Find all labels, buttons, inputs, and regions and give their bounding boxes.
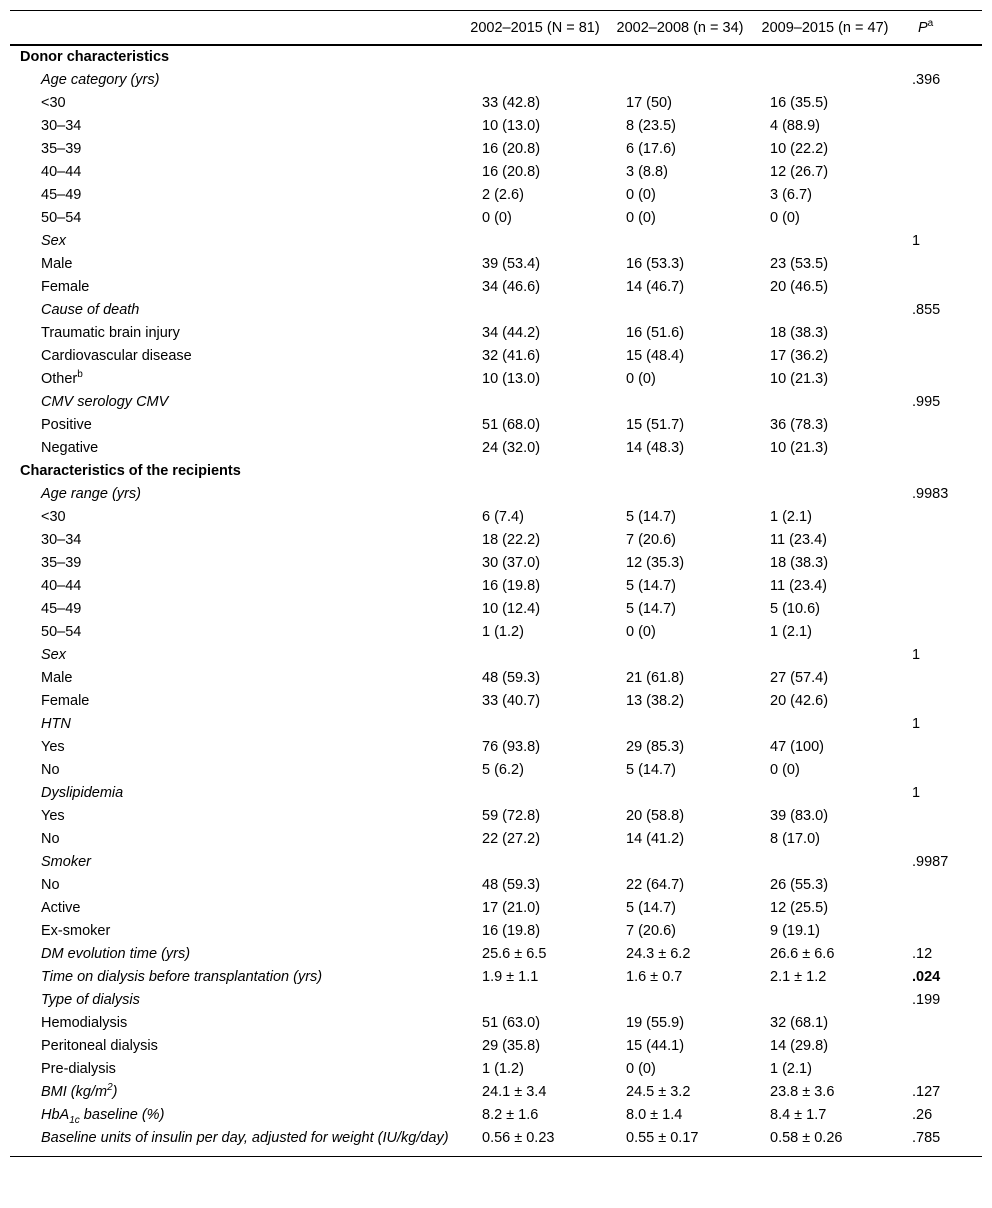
row-label: Male [41, 256, 73, 272]
table-header [10, 11, 982, 46]
cell-2009-2015: 32 (68.1) [770, 1015, 829, 1031]
table-row [10, 598, 982, 621]
cell-2002-2008: 15 (44.1) [626, 1038, 685, 1054]
table-row [10, 115, 982, 138]
cell-2009-2015: 0 (0) [770, 762, 800, 778]
p-value: .9987 [912, 854, 949, 870]
table-row [10, 874, 982, 897]
cell-2009-2015: 2.1 ± 1.2 [770, 969, 827, 985]
table-row [10, 897, 982, 920]
table-row [10, 1081, 982, 1104]
cell-2002-2008: 1.6 ± 0.7 [626, 969, 683, 985]
cell-2009-2015: 1 (2.1) [770, 509, 812, 525]
cell-2002-2008: 3 (8.8) [626, 164, 668, 180]
row-label: 35–39 [41, 555, 82, 571]
cell-2009-2015: 10 (22.2) [770, 141, 829, 157]
cell-2009-2015: 39 (83.0) [770, 808, 829, 824]
table-row [10, 253, 982, 276]
row-label: Yes [41, 739, 65, 755]
cell-2002-2015: 10 (13.0) [482, 371, 541, 387]
cell-2009-2015: 1 (2.1) [770, 624, 812, 640]
table-row [10, 667, 982, 690]
cell-2002-2008: 14 (46.7) [626, 279, 685, 295]
p-value: 1 [912, 716, 921, 732]
category-row [10, 391, 982, 414]
table-row [10, 345, 982, 368]
category-label: Type of dialysis [41, 992, 140, 1008]
row-label: Cardiovascular disease [41, 348, 192, 364]
cell-2009-2015: 8.4 ± 1.7 [770, 1107, 827, 1123]
table-row [10, 943, 982, 966]
category-row [10, 299, 982, 322]
header-col-p-value [898, 11, 982, 46]
cell-2009-2015: 26.6 ± 6.6 [770, 946, 835, 962]
category-row [10, 644, 982, 667]
cell-2002-2008: 5 (14.7) [626, 900, 676, 916]
row-label: Positive [41, 417, 92, 433]
p-value: .12 [912, 946, 933, 962]
row-label: 35–39 [41, 141, 82, 157]
row-label [10, 1104, 462, 1127]
cell-2002-2015: 34 (46.6) [482, 279, 541, 295]
cell-2002-2008: 0 (0) [626, 210, 656, 226]
cell-2002-2015: 24 (32.0) [482, 440, 541, 456]
category-label: Sex [41, 233, 66, 249]
category-label: Sex [41, 647, 66, 663]
cell-2002-2008: 8 (23.5) [626, 118, 676, 134]
cell-2009-2015: 1 (2.1) [770, 1061, 812, 1077]
cell-2002-2008: 5 (14.7) [626, 601, 676, 617]
row-label: Ex-smoker [41, 923, 111, 939]
cell-2002-2008: 0 (0) [626, 187, 656, 203]
row-label: Pre-dialysis [41, 1061, 116, 1077]
table-row [10, 966, 982, 989]
table-row [10, 1104, 982, 1127]
cell-2002-2015: 32 (41.6) [482, 348, 541, 364]
cell-2002-2008: 15 (48.4) [626, 348, 685, 364]
category-row [10, 989, 982, 1012]
row-label: <30 [41, 509, 66, 525]
p-value: .855 [912, 302, 941, 318]
row-label: Female [41, 693, 90, 709]
section-title: Donor characteristics [20, 49, 170, 65]
table-row [10, 759, 982, 782]
cell-2009-2015: 26 (55.3) [770, 877, 829, 893]
cell-2002-2008: 5 (14.7) [626, 578, 676, 594]
row-label: Baseline units of insulin per day, adjusted for weight (IU/kg/day) [41, 1130, 449, 1146]
cell-2002-2008: 7 (20.6) [626, 532, 676, 548]
cell-2009-2015: 17 (36.2) [770, 348, 829, 364]
cell-2009-2015: 18 (38.3) [770, 325, 829, 341]
cell-2009-2015: 5 (10.6) [770, 601, 820, 617]
hba-label: HbA [41, 1107, 70, 1123]
cell-2002-2015: 29 (35.8) [482, 1038, 541, 1054]
cell-2002-2008: 20 (58.8) [626, 808, 685, 824]
header-col-2009-2015: 2009–2015 (n = 47) [761, 20, 889, 36]
table-row [10, 1035, 982, 1058]
cell-2002-2008: 16 (51.6) [626, 325, 685, 341]
row-label [10, 1081, 462, 1104]
cell-2002-2008: 21 (61.8) [626, 670, 685, 686]
bmi-label: BMI (kg/m [41, 1084, 108, 1100]
cell-2002-2015: 18 (22.2) [482, 532, 541, 548]
table-row [10, 736, 982, 759]
row-label: <30 [41, 95, 66, 111]
category-row [10, 230, 982, 253]
row-label: 40–44 [41, 164, 82, 180]
row-label: Male [41, 670, 73, 686]
table-row [10, 621, 982, 644]
row-label: 30–34 [41, 118, 82, 134]
category-row [10, 782, 982, 805]
cell-2002-2008: 12 (35.3) [626, 555, 685, 571]
cell-2002-2008: 0 (0) [626, 624, 656, 640]
hba-label-end: baseline (%) [79, 1107, 165, 1123]
cell-2002-2015: 51 (68.0) [482, 417, 541, 433]
cell-2002-2015: 0.56 ± 0.23 [482, 1130, 555, 1146]
table-row [10, 414, 982, 437]
cell-2009-2015: 36 (78.3) [770, 417, 829, 433]
cell-2002-2015: 59 (72.8) [482, 808, 541, 824]
row-label [10, 368, 462, 391]
cell-2002-2015: 24.1 ± 3.4 [482, 1084, 547, 1100]
cell-2009-2015: 27 (57.4) [770, 670, 829, 686]
cell-2002-2015: 39 (53.4) [482, 256, 541, 272]
cell-2002-2015: 6 (7.4) [482, 509, 524, 525]
p-letter: P [918, 20, 928, 36]
table-row [10, 575, 982, 598]
cell-2009-2015: 0.58 ± 0.26 [770, 1130, 843, 1146]
cell-2009-2015: 8 (17.0) [770, 831, 820, 847]
category-row [10, 69, 982, 92]
row-label: 50–54 [41, 624, 82, 640]
cell-2009-2015: 18 (38.3) [770, 555, 829, 571]
cell-2002-2015: 33 (42.8) [482, 95, 541, 111]
cell-2002-2015: 22 (27.2) [482, 831, 541, 847]
cell-2002-2015: 10 (12.4) [482, 601, 541, 617]
p-value: .127 [912, 1084, 941, 1100]
table-row [10, 529, 982, 552]
cell-2009-2015: 9 (19.1) [770, 923, 820, 939]
cell-2002-2008: 15 (51.7) [626, 417, 685, 433]
category-label: Age range (yrs) [41, 486, 141, 502]
cell-2002-2008: 16 (53.3) [626, 256, 685, 272]
cell-2002-2015: 16 (19.8) [482, 923, 541, 939]
row-label: Hemodialysis [41, 1015, 128, 1031]
table-row [10, 92, 982, 115]
cell-2002-2008: 6 (17.6) [626, 141, 676, 157]
p-value: .199 [912, 992, 941, 1008]
section-row-recipients [10, 460, 982, 483]
row-label: No [41, 762, 60, 778]
section-row-donor [10, 45, 982, 69]
row-label: Peritoneal dialysis [41, 1038, 158, 1054]
cell-2002-2015: 16 (20.8) [482, 164, 541, 180]
cell-2009-2015: 0 (0) [770, 210, 800, 226]
row-label: No [41, 877, 60, 893]
row-label: Negative [41, 440, 99, 456]
cell-2002-2015: 16 (20.8) [482, 141, 541, 157]
table-row [10, 805, 982, 828]
cell-2009-2015: 3 (6.7) [770, 187, 812, 203]
cell-2002-2008: 17 (50) [626, 95, 672, 111]
bmi-superscript: 2 [107, 1082, 113, 1094]
cell-2002-2015: 30 (37.0) [482, 555, 541, 571]
cell-2002-2015: 1.9 ± 1.1 [482, 969, 539, 985]
row-label: Active [41, 900, 81, 916]
p-value: .396 [912, 72, 941, 88]
cell-2002-2008: 13 (38.2) [626, 693, 685, 709]
cell-2002-2015: 2 (2.6) [482, 187, 524, 203]
cell-2002-2015: 48 (59.3) [482, 670, 541, 686]
cell-2002-2008: 19 (55.9) [626, 1015, 685, 1031]
cell-2002-2008: 29 (85.3) [626, 739, 685, 755]
table-row [10, 690, 982, 713]
cell-2002-2008: 5 (14.7) [626, 509, 676, 525]
row-label: Time on dialysis before transplantation (yrs) [41, 969, 323, 985]
table-row [10, 184, 982, 207]
p-footnote-marker: a [927, 18, 934, 30]
p-value: 1 [912, 233, 921, 249]
cell-2009-2015: 11 (23.4) [770, 578, 827, 594]
cell-2009-2015: 12 (26.7) [770, 164, 829, 180]
row-label: Yes [41, 808, 65, 824]
category-row [10, 483, 982, 506]
p-value-significant: .024 [912, 969, 941, 985]
cell-2002-2008: 14 (48.3) [626, 440, 685, 456]
row-label: 45–49 [41, 187, 82, 203]
cell-2002-2008: 7 (20.6) [626, 923, 676, 939]
cell-2002-2008: 22 (64.7) [626, 877, 685, 893]
table-body [10, 45, 982, 1157]
category-label: Smoker [41, 854, 91, 870]
cell-2002-2015: 48 (59.3) [482, 877, 541, 893]
cell-2002-2015: 25.6 ± 6.5 [482, 946, 547, 962]
category-label: CMV serology CMV [41, 394, 169, 410]
table-row [10, 138, 982, 161]
table-row [10, 207, 982, 230]
cell-2002-2015: 33 (40.7) [482, 693, 541, 709]
row-label: No [41, 831, 60, 847]
category-label: Age category (yrs) [41, 72, 160, 88]
cell-2002-2015: 1 (1.2) [482, 624, 524, 640]
table-row [10, 322, 982, 345]
table-row [10, 368, 982, 391]
row-label: Female [41, 279, 90, 295]
table-row [10, 506, 982, 529]
p-value: 1 [912, 785, 921, 801]
cell-2002-2015: 34 (44.2) [482, 325, 541, 341]
cell-2009-2015: 20 (46.5) [770, 279, 829, 295]
category-label: Dyslipidemia [41, 785, 124, 801]
row-label: DM evolution time (yrs) [41, 946, 191, 962]
category-label: HTN [41, 716, 71, 732]
cell-2002-2015: 76 (93.8) [482, 739, 541, 755]
cell-2009-2015: 14 (29.8) [770, 1038, 829, 1054]
cell-2009-2015: 4 (88.9) [770, 118, 820, 134]
row-label: 45–49 [41, 601, 82, 617]
cell-2002-2015: 17 (21.0) [482, 900, 541, 916]
cell-2002-2008: 24.3 ± 6.2 [626, 946, 691, 962]
table-row [10, 828, 982, 851]
cell-2002-2015: 10 (13.0) [482, 118, 541, 134]
header-blank [10, 11, 462, 46]
cell-2002-2015: 1 (1.2) [482, 1061, 524, 1077]
cell-2009-2015: 12 (25.5) [770, 900, 829, 916]
cell-2009-2015: 16 (35.5) [770, 95, 829, 111]
cell-2002-2008: 24.5 ± 3.2 [626, 1084, 691, 1100]
cell-2002-2015: 8.2 ± 1.6 [482, 1107, 539, 1123]
cell-2002-2015: 0 (0) [482, 210, 512, 226]
table-row [10, 920, 982, 943]
p-value: .995 [912, 394, 941, 410]
cell-2009-2015: 23 (53.5) [770, 256, 829, 272]
cell-2002-2015: 51 (63.0) [482, 1015, 541, 1031]
cell-2002-2008: 0 (0) [626, 1061, 656, 1077]
cell-2009-2015: 11 (23.4) [770, 532, 827, 548]
table-row [10, 437, 982, 460]
bmi-label-end: ) [112, 1084, 118, 1100]
hba-subscript: 1c [69, 1114, 80, 1126]
table-row [10, 1127, 982, 1157]
category-row [10, 713, 982, 736]
p-value: .785 [912, 1130, 941, 1146]
row-label: 50–54 [41, 210, 82, 226]
cell-2009-2015: 10 (21.3) [770, 371, 829, 387]
row-label: Traumatic brain injury [41, 325, 180, 341]
p-value: .26 [912, 1107, 933, 1123]
cell-2009-2015: 47 (100) [770, 739, 825, 755]
baseline-characteristics-table [10, 10, 982, 1157]
cell-2009-2015: 20 (42.6) [770, 693, 829, 709]
row-label: 30–34 [41, 532, 82, 548]
table-row [10, 552, 982, 575]
cell-2002-2015: 16 (19.8) [482, 578, 541, 594]
category-label: Cause of death [41, 302, 140, 318]
table-row [10, 161, 982, 184]
table-row [10, 276, 982, 299]
cell-2002-2015: 5 (6.2) [482, 762, 524, 778]
header-col-2002-2008: 2002–2008 (n = 34) [616, 20, 744, 36]
cell-2002-2008: 0 (0) [626, 371, 656, 387]
cell-2009-2015: 23.8 ± 3.6 [770, 1084, 835, 1100]
cell-2009-2015: 10 (21.3) [770, 440, 829, 456]
p-value: 1 [912, 647, 921, 663]
category-row [10, 851, 982, 874]
cell-2002-2008: 14 (41.2) [626, 831, 685, 847]
cell-2002-2008: 0.55 ± 0.17 [626, 1130, 699, 1146]
table-row [10, 1058, 982, 1081]
footnote-marker: b [77, 369, 83, 381]
row-label: 40–44 [41, 578, 82, 594]
header-col-2002-2015: 2002–2015 (N = 81) [470, 20, 600, 36]
table-container [10, 10, 982, 1157]
cell-2002-2008: 8.0 ± 1.4 [626, 1107, 683, 1123]
section-title: Characteristics of the recipients [20, 463, 241, 479]
other-label: Other [41, 371, 78, 387]
cell-2002-2008: 5 (14.7) [626, 762, 676, 778]
p-value: .9983 [912, 486, 949, 502]
table-row [10, 1012, 982, 1035]
header-row [10, 11, 982, 46]
